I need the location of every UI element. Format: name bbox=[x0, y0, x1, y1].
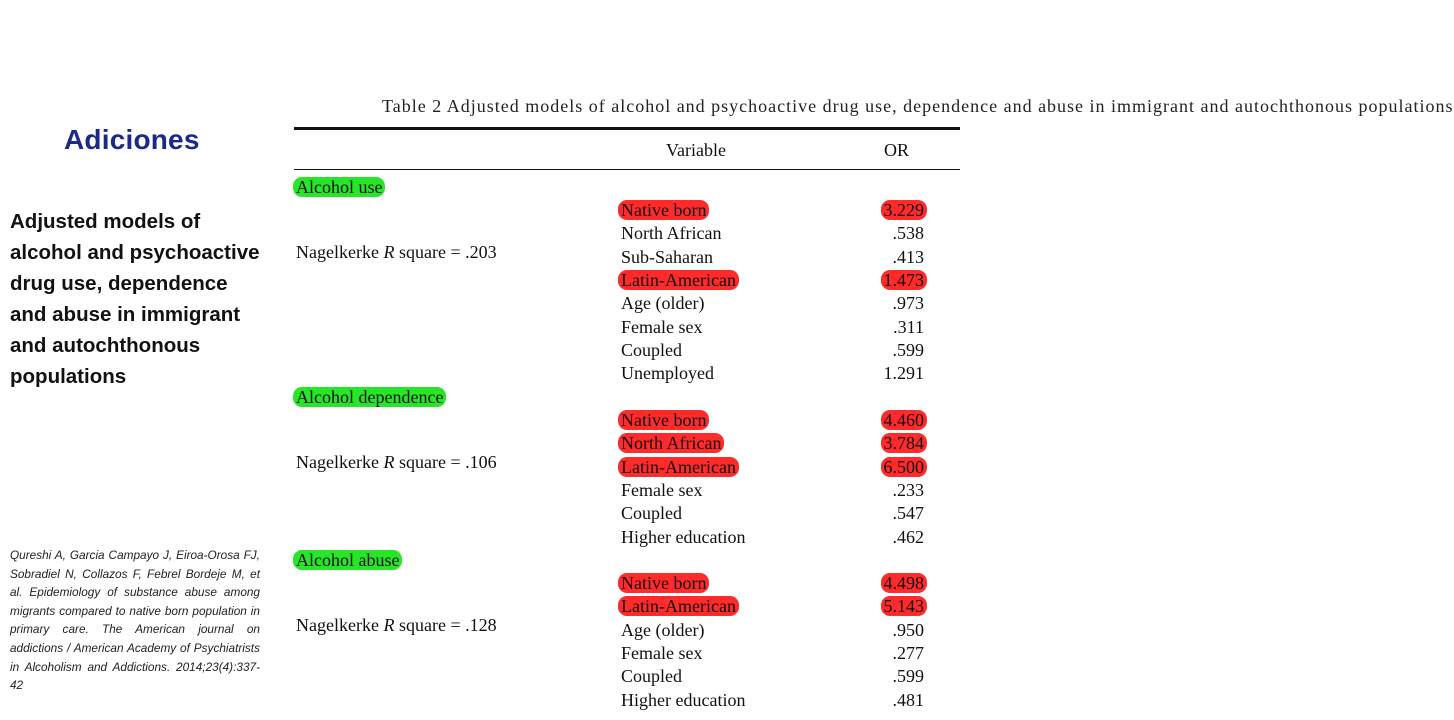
or-value: .599 bbox=[892, 339, 924, 360]
or-cell bbox=[893, 339, 925, 361]
or-value: .599 bbox=[892, 666, 924, 687]
variable-cell bbox=[621, 665, 682, 687]
or-cell bbox=[881, 409, 925, 431]
variable-text: Higher education bbox=[621, 526, 746, 547]
variable-cell bbox=[621, 362, 714, 384]
clipped-table-caption bbox=[292, 96, 1454, 117]
stat-prefix: Nagelkerke bbox=[296, 452, 379, 473]
or-value: .950 bbox=[892, 619, 924, 640]
variable-text: Higher education bbox=[621, 689, 746, 710]
or-cell bbox=[881, 199, 925, 221]
variable-cell bbox=[621, 432, 724, 454]
or-value: 4.498 bbox=[881, 573, 928, 593]
or-cell bbox=[893, 619, 925, 641]
stat-r-symbol: R bbox=[383, 615, 395, 636]
table-top-rule bbox=[294, 127, 960, 130]
variable-cell bbox=[621, 642, 702, 664]
or-value: 1.473 bbox=[881, 270, 928, 290]
variable-text: Female sex bbox=[621, 479, 703, 500]
variable-cell bbox=[621, 199, 709, 221]
nagelkerke-statistic bbox=[296, 615, 497, 636]
slide-headline: Adjusted models of alcohol and psychoactive drug use, dependence and abuse in immigrant and autochthonous populations bbox=[10, 210, 260, 388]
variable-text: Sub-Saharan bbox=[621, 246, 713, 267]
or-value: .413 bbox=[892, 246, 924, 267]
or-value: .481 bbox=[892, 689, 924, 710]
or-cell bbox=[884, 362, 925, 384]
variable-cell bbox=[621, 595, 739, 617]
or-value: .462 bbox=[892, 526, 924, 547]
column-header-variable: Variable bbox=[666, 140, 726, 160]
variable-text: Latin-American bbox=[618, 270, 739, 290]
stat-square: square bbox=[398, 452, 446, 473]
variable-text: Age (older) bbox=[621, 293, 705, 314]
variable-text: Age (older) bbox=[621, 619, 705, 640]
stat-value: = .106 bbox=[450, 452, 497, 473]
or-cell bbox=[893, 222, 925, 244]
or-value: 3.229 bbox=[881, 200, 928, 220]
or-value: .233 bbox=[892, 479, 924, 500]
stat-value: = .203 bbox=[450, 242, 497, 263]
variable-cell bbox=[621, 572, 709, 594]
variable-cell bbox=[621, 339, 682, 361]
or-cell bbox=[893, 502, 925, 524]
stat-prefix: Nagelkerke bbox=[296, 242, 379, 263]
or-cell bbox=[881, 595, 925, 617]
variable-text: Female sex bbox=[621, 642, 703, 663]
variable-cell bbox=[621, 292, 704, 314]
variable-text: Coupled bbox=[621, 339, 682, 360]
citation: Qureshi A, Garcia Campayo J, Eiroa-Orosa FJ, Sobradiel N, Collazos F, Febrel Bordeje M, et al. Epidemiology of substance abuse among migrants compared to native born population in primary care. The American journal on addictions / American Academy of Psychiatrists in Alcoholism and Addictions. 2014;23(4):337-42 bbox=[10, 548, 260, 693]
or-value: 3.784 bbox=[881, 433, 928, 453]
stat-r-symbol: R bbox=[383, 242, 395, 263]
variable-text: Native born bbox=[618, 200, 709, 220]
variable-text: Native born bbox=[618, 573, 709, 593]
variable-cell bbox=[621, 316, 702, 338]
variable-cell bbox=[621, 619, 704, 641]
or-value: 5.143 bbox=[881, 596, 928, 616]
or-value: .311 bbox=[893, 316, 924, 337]
variable-cell bbox=[621, 689, 745, 711]
variable-text: Unemployed bbox=[621, 363, 714, 384]
brand-title: Adiciones bbox=[64, 124, 200, 155]
stat-square: square bbox=[398, 615, 446, 636]
or-value: .277 bbox=[892, 642, 924, 663]
variable-cell bbox=[621, 526, 745, 548]
or-cell bbox=[893, 292, 925, 314]
or-value: 4.460 bbox=[881, 410, 928, 430]
or-value: .547 bbox=[892, 503, 924, 524]
group-label-text: Alcohol use bbox=[293, 177, 385, 197]
or-value: 1.291 bbox=[883, 363, 924, 384]
or-cell bbox=[881, 572, 925, 594]
variable-text: Latin-American bbox=[618, 457, 739, 477]
group-label-text: Alcohol dependence bbox=[293, 387, 446, 407]
variable-text: Coupled bbox=[621, 666, 682, 687]
or-cell bbox=[881, 456, 925, 478]
or-value: 6.500 bbox=[881, 457, 928, 477]
stat-value: = .128 bbox=[450, 615, 497, 636]
clipped-caption-text: Table 2 Adjusted models of alcohol and psychoactive drug use, dependence and abuse in immigrant and autochthonous populations bbox=[382, 96, 1454, 116]
group-label bbox=[296, 176, 385, 198]
table-header-rule bbox=[294, 169, 960, 170]
or-cell bbox=[893, 689, 925, 711]
or-cell bbox=[893, 246, 925, 268]
or-cell bbox=[893, 479, 925, 501]
stat-r-symbol: R bbox=[383, 452, 395, 473]
group-label-text: Alcohol abuse bbox=[293, 550, 402, 570]
variable-cell bbox=[621, 479, 702, 501]
or-cell bbox=[881, 432, 925, 454]
variable-cell bbox=[621, 409, 709, 431]
nagelkerke-statistic bbox=[296, 452, 497, 473]
variable-text: North African bbox=[618, 433, 724, 453]
or-cell bbox=[893, 526, 925, 548]
variable-text: Latin-American bbox=[618, 596, 739, 616]
variable-text: North African bbox=[621, 223, 722, 244]
variable-text: Coupled bbox=[621, 503, 682, 524]
or-value: .973 bbox=[892, 293, 924, 314]
variable-cell bbox=[621, 222, 721, 244]
variable-cell bbox=[621, 502, 682, 524]
group-label bbox=[296, 549, 402, 571]
stat-prefix: Nagelkerke bbox=[296, 615, 379, 636]
or-cell bbox=[893, 642, 925, 664]
or-value: .538 bbox=[892, 223, 924, 244]
variable-cell bbox=[621, 269, 739, 291]
nagelkerke-statistic bbox=[296, 242, 497, 263]
group-label bbox=[296, 386, 446, 408]
variable-cell bbox=[621, 246, 713, 268]
variable-text: Female sex bbox=[621, 316, 703, 337]
variable-text: Native born bbox=[618, 410, 709, 430]
or-cell bbox=[881, 269, 925, 291]
stat-square: square bbox=[398, 242, 446, 263]
or-cell bbox=[893, 316, 924, 338]
or-cell bbox=[893, 665, 925, 687]
column-header-or: OR bbox=[884, 140, 910, 160]
variable-cell bbox=[621, 456, 739, 478]
